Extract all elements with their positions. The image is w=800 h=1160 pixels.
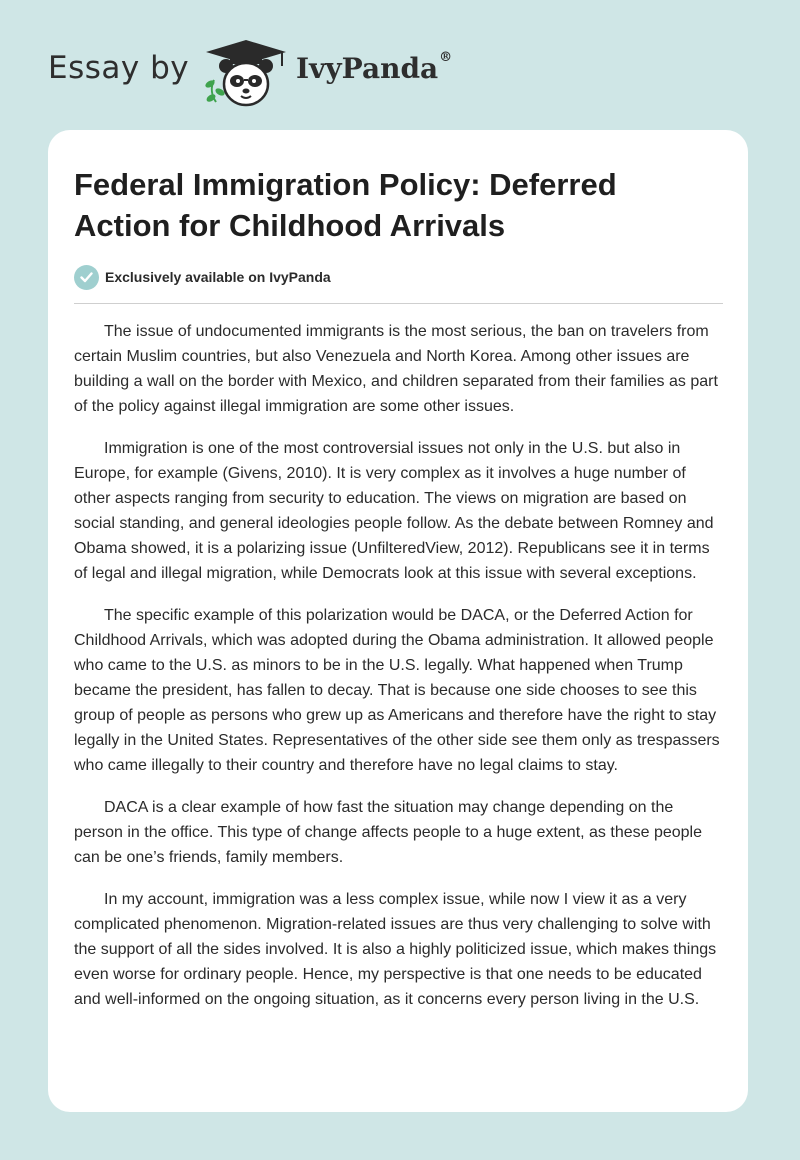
paragraph: DACA is a clear example of how fast the situation may change depending on the person in the office. This type of change affects people to a huge extent, as these people can be one’s friends, family members.	[74, 799, 702, 866]
brand-name[interactable]: IvyPanda®	[296, 50, 453, 85]
paragraph: Immigration is one of the most controversial issues not only in the U.S. but also in Europe, for example (Givens, 2010). It is very complex as it involves a huge number of other aspects ranging from security to education. The views on migration are based on social standing, and general ideologies people follow. As the debate between Romney and Obama showed, it is a polarizing issue (UnfilteredView, 2012). Republicans see it in terms of legal and illegal migration, while Democrats look at this issue with several exceptions.	[74, 440, 714, 582]
essay-card	[48, 130, 748, 1112]
paragraph: In my account, immigration was a less complex issue, while now I view it as a very complicated phenomenon. Migration-related issues are thus very challenging to solve with the support of all the sides involved. It is also a highly politicized issue, which makes things even worse for ordinary people. Hence, my perspective is that one needs to be educated and well-informed on the ongoing situation, as it concerns every person living in the U.S.	[74, 891, 717, 1008]
panda-graduate-icon[interactable]	[200, 36, 292, 110]
check-icon	[74, 265, 99, 290]
registered-mark: ®	[439, 50, 453, 65]
paragraph: The specific example of this polarization would be DACA, or the Deferred Action for Childhood Arrivals, which was adopted during the Obama administration. It allowed people who came to the U.S. as minors to be in the U.S. legally. What happened when Trump became the president, has fallen to decay. That is because one side chooses to see this group of people as persons who grew up as Americans and therefore have the right to stay legally in the United States. Representatives of the other side see them only as trespassers who came illegally to their country and therefore have no legal claims to stay.	[74, 607, 720, 774]
essay-body	[74, 319, 724, 1029]
essay-by-label: Essay by	[48, 50, 190, 86]
divider	[74, 303, 723, 304]
exclusive-badge	[74, 264, 331, 290]
essay-title: Federal Immigration Policy: Deferred Action for Childhood Arrivals	[74, 167, 617, 243]
exclusive-label: Exclusively available on IvyPanda	[105, 269, 331, 285]
paragraph: The issue of undocumented immigrants is the most serious, the ban on travelers from certain Muslim countries, but also Venezuela and North Korea. Among other issues are building a wall on the border with Mexico, and children separated from their families as part of the policy against illegal immigration are some other issues.	[74, 323, 718, 415]
site-header	[0, 0, 800, 120]
